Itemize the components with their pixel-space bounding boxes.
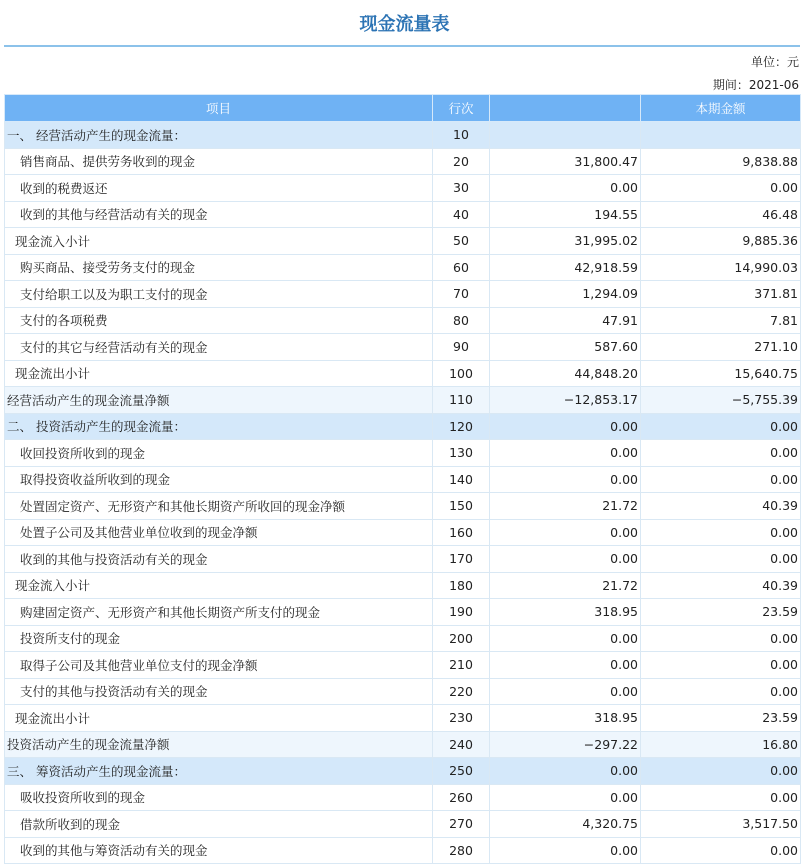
row-item-label: 处置子公司及其他营业单位收到的现金净额 <box>5 519 433 546</box>
row-current-amount: 0.00 <box>641 466 801 493</box>
row-item-label: 收到的其他与投资活动有关的现金 <box>5 546 433 573</box>
row-line-number: 230 <box>433 705 490 732</box>
row-amount-1: 318.95 <box>490 705 641 732</box>
row-current-amount: 14,990.03 <box>641 254 801 281</box>
row-amount-1: 44,848.20 <box>490 360 641 387</box>
row-current-amount: 0.00 <box>641 175 801 202</box>
row-item-label: 投资所支付的现金 <box>5 625 433 652</box>
row-line-number: 30 <box>433 175 490 202</box>
row-line-number: 220 <box>433 678 490 705</box>
row-amount-1: 0.00 <box>490 625 641 652</box>
table-row <box>5 440 801 467</box>
row-item-label: 一、 经营活动产生的现金流量： <box>5 122 433 149</box>
row-line-number: 260 <box>433 784 490 811</box>
column-header-item: 项目 <box>5 95 433 122</box>
row-line-number: 10 <box>433 122 490 149</box>
row-item-label: 现金流入小计 <box>5 572 433 599</box>
row-item-label: 投资活动产生的现金流量净额 <box>5 731 433 758</box>
row-current-amount: 0.00 <box>641 758 801 785</box>
table-row <box>5 281 801 308</box>
row-item-label: 现金流出小计 <box>5 360 433 387</box>
row-amount-1: 0.00 <box>490 519 641 546</box>
row-line-number: 90 <box>433 334 490 361</box>
row-line-number: 170 <box>433 546 490 573</box>
row-item-label: 支付的其他与投资活动有关的现金 <box>5 678 433 705</box>
row-current-amount: 3,517.50 <box>641 811 801 838</box>
period-label: 期间：2021-06 <box>712 78 799 92</box>
table-row <box>5 148 801 175</box>
row-item-label: 吸收投资所收到的现金 <box>5 784 433 811</box>
row-amount-1: 0.00 <box>490 175 641 202</box>
table-row <box>5 731 801 758</box>
row-item-label: 二、 投资活动产生的现金流量： <box>5 413 433 440</box>
page-title: 现金流量表 <box>359 14 450 35</box>
row-amount-1: 318.95 <box>490 599 641 626</box>
row-line-number: 250 <box>433 758 490 785</box>
row-line-number: 70 <box>433 281 490 308</box>
column-header-current-amount: 本期金额 <box>641 95 801 122</box>
row-item-label: 支付的其它与经营活动有关的现金 <box>5 334 433 361</box>
row-amount-1: 21.72 <box>490 493 641 520</box>
row-line-number: 120 <box>433 413 490 440</box>
row-line-number: 20 <box>433 148 490 175</box>
row-current-amount: 0.00 <box>641 652 801 679</box>
row-item-label: 购建固定资产、无形资产和其他长期资产所支付的现金 <box>5 599 433 626</box>
table-row <box>5 228 801 255</box>
row-current-amount: 0.00 <box>641 519 801 546</box>
row-item-label: 取得子公司及其他营业单位支付的现金净额 <box>5 652 433 679</box>
row-line-number: 130 <box>433 440 490 467</box>
row-current-amount: 15,640.75 <box>641 360 801 387</box>
row-current-amount: 0.00 <box>641 625 801 652</box>
table-row <box>5 546 801 573</box>
row-item-label: 收回投资所收到的现金 <box>5 440 433 467</box>
row-current-amount: 23.59 <box>641 705 801 732</box>
row-current-amount: 371.81 <box>641 281 801 308</box>
unit-label: 单位：元 <box>750 55 799 69</box>
table-row <box>5 625 801 652</box>
table-row <box>5 493 801 520</box>
row-current-amount: 0.00 <box>641 784 801 811</box>
row-current-amount: 7.81 <box>641 307 801 334</box>
row-amount-1: 47.91 <box>490 307 641 334</box>
row-current-amount: 9,838.88 <box>641 148 801 175</box>
row-line-number: 180 <box>433 572 490 599</box>
row-item-label: 借款所收到的现金 <box>5 811 433 838</box>
title-divider <box>4 45 800 47</box>
row-line-number: 160 <box>433 519 490 546</box>
row-line-number: 140 <box>433 466 490 493</box>
row-line-number: 150 <box>433 493 490 520</box>
row-item-label: 经营活动产生的现金流量净额 <box>5 387 433 414</box>
table-row <box>5 678 801 705</box>
table-row <box>5 837 801 864</box>
row-amount-1: −12,853.17 <box>490 387 641 414</box>
row-amount-1: 21.72 <box>490 572 641 599</box>
table-row <box>5 652 801 679</box>
row-item-label: 购买商品、接受劳务支付的现金 <box>5 254 433 281</box>
row-current-amount: 0.00 <box>641 546 801 573</box>
row-line-number: 190 <box>433 599 490 626</box>
table-row <box>5 175 801 202</box>
row-amount-1: 31,800.47 <box>490 148 641 175</box>
table-row <box>5 201 801 228</box>
row-current-amount: 9,885.36 <box>641 228 801 255</box>
row-current-amount: −5,755.39 <box>641 387 801 414</box>
table-row <box>5 254 801 281</box>
row-item-label: 支付的各项税费 <box>5 307 433 334</box>
row-amount-1: 0.00 <box>490 678 641 705</box>
table-row <box>5 572 801 599</box>
row-current-amount: 23.59 <box>641 599 801 626</box>
row-amount-1: 0.00 <box>490 466 641 493</box>
row-amount-1: −297.22 <box>490 731 641 758</box>
column-header-amount-1 <box>490 95 641 122</box>
row-item-label: 收到的税费返还 <box>5 175 433 202</box>
row-line-number: 240 <box>433 731 490 758</box>
row-item-label: 销售商品、提供劳务收到的现金 <box>5 148 433 175</box>
column-header-line: 行次 <box>433 95 490 122</box>
row-amount-1: 4,320.75 <box>490 811 641 838</box>
row-item-label: 取得投资收益所收到的现金 <box>5 466 433 493</box>
row-line-number: 50 <box>433 228 490 255</box>
cash-flow-table <box>4 94 801 864</box>
table-row <box>5 334 801 361</box>
row-amount-1: 587.60 <box>490 334 641 361</box>
table-row <box>5 811 801 838</box>
table-row <box>5 466 801 493</box>
table-row <box>5 705 801 732</box>
row-amount-1 <box>490 122 641 149</box>
row-amount-1: 0.00 <box>490 837 641 864</box>
row-current-amount: 0.00 <box>641 837 801 864</box>
row-current-amount: 40.39 <box>641 493 801 520</box>
row-amount-1: 0.00 <box>490 784 641 811</box>
row-item-label: 收到的其他与经营活动有关的现金 <box>5 201 433 228</box>
table-row <box>5 413 801 440</box>
row-item-label: 支付给职工以及为职工支付的现金 <box>5 281 433 308</box>
row-item-label: 现金流入小计 <box>5 228 433 255</box>
row-line-number: 270 <box>433 811 490 838</box>
table-row <box>5 122 801 149</box>
row-line-number: 280 <box>433 837 490 864</box>
row-amount-1: 0.00 <box>490 652 641 679</box>
row-item-label: 处置固定资产、无形资产和其他长期资产所收回的现金净额 <box>5 493 433 520</box>
table-row <box>5 360 801 387</box>
row-line-number: 210 <box>433 652 490 679</box>
row-amount-1: 0.00 <box>490 440 641 467</box>
table-row <box>5 599 801 626</box>
table-row <box>5 758 801 785</box>
row-amount-1: 0.00 <box>490 413 641 440</box>
table-row <box>5 784 801 811</box>
row-current-amount: 0.00 <box>641 413 801 440</box>
row-line-number: 100 <box>433 360 490 387</box>
table-header-row <box>5 95 801 122</box>
row-amount-1: 42,918.59 <box>490 254 641 281</box>
table-body <box>5 122 801 864</box>
row-item-label: 三、 筹资活动产生的现金流量： <box>5 758 433 785</box>
row-current-amount: 16.80 <box>641 731 801 758</box>
row-amount-1: 194.55 <box>490 201 641 228</box>
row-item-label: 收到的其他与筹资活动有关的现金 <box>5 837 433 864</box>
row-line-number: 40 <box>433 201 490 228</box>
row-current-amount: 46.48 <box>641 201 801 228</box>
row-line-number: 200 <box>433 625 490 652</box>
row-current-amount <box>641 122 801 149</box>
row-amount-1: 0.00 <box>490 546 641 573</box>
row-amount-1: 1,294.09 <box>490 281 641 308</box>
row-amount-1: 0.00 <box>490 758 641 785</box>
table-row <box>5 307 801 334</box>
row-line-number: 60 <box>433 254 490 281</box>
row-line-number: 110 <box>433 387 490 414</box>
row-item-label: 现金流出小计 <box>5 705 433 732</box>
row-line-number: 80 <box>433 307 490 334</box>
row-amount-1: 31,995.02 <box>490 228 641 255</box>
row-current-amount: 40.39 <box>641 572 801 599</box>
row-current-amount: 0.00 <box>641 678 801 705</box>
table-row <box>5 519 801 546</box>
row-current-amount: 271.10 <box>641 334 801 361</box>
row-current-amount: 0.00 <box>641 440 801 467</box>
table-row <box>5 387 801 414</box>
